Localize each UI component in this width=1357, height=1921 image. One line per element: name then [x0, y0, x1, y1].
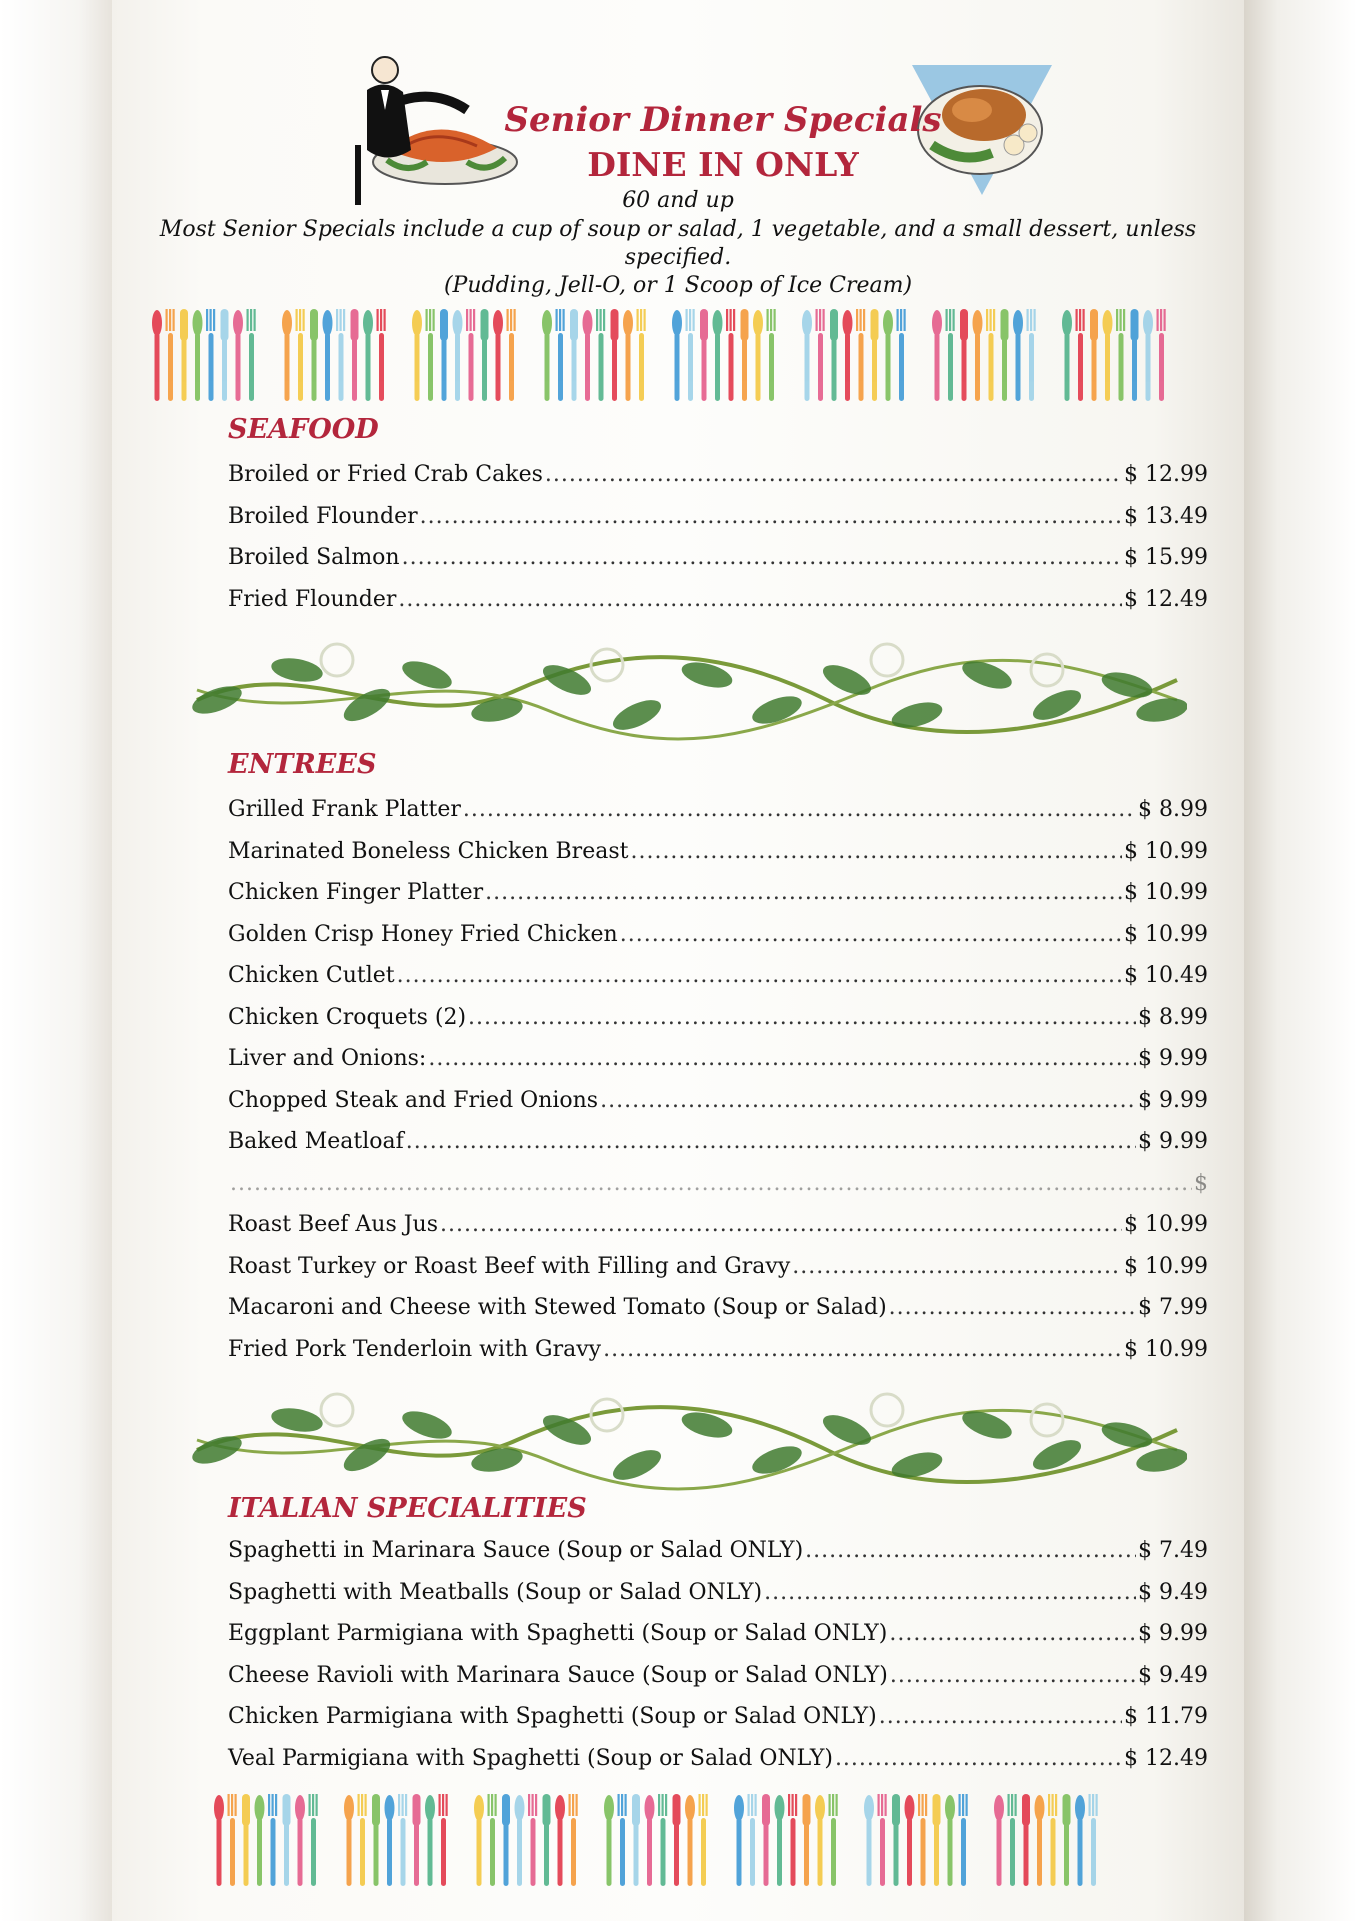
- menu-item-price: $ 9.99: [1138, 1129, 1208, 1154]
- dot-leader: [420, 504, 1122, 529]
- age-note: 60 and up: [622, 188, 734, 213]
- dot-leader: [440, 1212, 1122, 1237]
- menu-item-price: $ 13.49: [1124, 503, 1208, 529]
- menu-item-price: $ 10.99: [1124, 838, 1208, 864]
- dot-leader: [545, 462, 1122, 487]
- dot-leader: [397, 963, 1122, 988]
- vine-leaves-divider-icon: [187, 630, 1187, 760]
- menu-subtitle: DINE IN ONLY: [587, 145, 859, 184]
- dot-leader: [398, 587, 1122, 612]
- italian-list: [228, 1538, 1208, 1787]
- cutlery-pattern-icon: [928, 305, 1040, 405]
- menu-item-price: $ 7.49: [1138, 1538, 1208, 1563]
- dot-leader: [764, 1580, 1136, 1605]
- vine-leaves-divider-icon: [187, 1380, 1187, 1510]
- menu-item-price: $ 12.49: [1124, 586, 1208, 612]
- menu-item-price: $ 10.99: [1124, 1336, 1208, 1362]
- menu-item: [228, 1295, 1208, 1337]
- menu-item: [228, 839, 1208, 881]
- menu-item: [228, 963, 1208, 1005]
- seafood-list: [228, 462, 1208, 628]
- menu-item-name: Spaghetti with Meatballs (Soup or Salad ONLY): [228, 1579, 763, 1605]
- menu-item: [228, 922, 1208, 964]
- cutlery-pattern-icon: [408, 305, 520, 405]
- menu-item-name: Roast Beef Aus Jus: [228, 1212, 439, 1237]
- menu-item: [228, 1088, 1208, 1130]
- menu-item-name: Broiled Flounder: [228, 503, 418, 529]
- dot-leader: [792, 1254, 1122, 1279]
- dot-leader: [600, 1088, 1136, 1113]
- cutlery-pattern-icon: [1058, 305, 1170, 405]
- cutlery-pattern-icon: [278, 305, 390, 405]
- menu-item-price: $ 8.99: [1138, 797, 1208, 822]
- entrees-list: [228, 797, 1208, 1378]
- menu-item-name: Marinated Boneless Chicken Breast: [228, 838, 629, 864]
- menu-item-price: $ 10.99: [1124, 921, 1208, 947]
- menu-item-name: Grilled Frank Platter: [228, 797, 461, 822]
- menu-item: [228, 1212, 1208, 1254]
- menu-item-name: Chicken Parmigiana with Spaghetti (Soup or Salad ONLY): [228, 1704, 877, 1729]
- cutlery-pattern-icon: [600, 1790, 712, 1890]
- page-left-margin: [0, 0, 112, 1921]
- menu-item-price: $ 10.49: [1124, 963, 1208, 988]
- menu-item-name: Eggplant Parmigiana with Spaghetti (Soup or Salad ONLY): [228, 1621, 888, 1646]
- menu-item-price: $ 10.99: [1124, 1253, 1208, 1279]
- description-line-2: specified.: [624, 245, 732, 270]
- menu-item-price: $ 8.99: [1138, 1004, 1208, 1030]
- cutlery-pattern-icon: [860, 1790, 972, 1890]
- page-right-margin: [1244, 0, 1357, 1921]
- menu-item: [228, 504, 1208, 546]
- cutlery-border-top: [148, 305, 1170, 405]
- menu-item-price: $ 10.99: [1124, 1212, 1208, 1237]
- menu-item: [228, 1005, 1208, 1047]
- dot-leader: [620, 922, 1122, 947]
- menu-item-price: $ 15.99: [1124, 545, 1208, 570]
- dot-leader: [428, 1046, 1136, 1071]
- menu-item-name: Broiled Salmon: [228, 545, 400, 570]
- dessert-note: (Pudding, Jell-O, or 1 Scoop of Ice Cream): [443, 273, 913, 298]
- dot-leader: [485, 880, 1122, 905]
- menu-item-name: Cheese Ravioli with Marinara Sauce (Soup or Salad ONLY): [228, 1662, 888, 1688]
- menu-item: [228, 1746, 1208, 1788]
- menu-item: [228, 462, 1208, 504]
- dot-leader: [463, 797, 1136, 822]
- menu-item: [228, 1254, 1208, 1296]
- menu-item-name: Chopped Steak and Fried Onions: [228, 1087, 599, 1113]
- cutlery-pattern-icon: [798, 305, 910, 405]
- menu-item-price: $ 12.49: [1124, 1745, 1208, 1771]
- menu-item-name: Fried Pork Tenderloin with Gravy: [228, 1336, 602, 1362]
- entrees-heading: ENTREES: [228, 749, 377, 780]
- cutlery-pattern-icon: [668, 305, 780, 405]
- menu-item-price: $ 9.99: [1138, 1621, 1208, 1646]
- menu-item: [228, 1046, 1208, 1088]
- dot-leader: [890, 1663, 1136, 1688]
- dot-leader: [835, 1746, 1122, 1771]
- menu-item-name: Veal Parmigiana with Spaghetti (Soup or Salad ONLY): [228, 1745, 833, 1771]
- cutlery-pattern-icon: [210, 1790, 322, 1890]
- cutlery-pattern-icon: [340, 1790, 452, 1890]
- menu-item: [228, 1580, 1208, 1622]
- cutlery-border-bottom: [210, 1790, 1102, 1890]
- menu-item: [228, 587, 1208, 629]
- menu-item-name: Roast Turkey or Roast Beef with Filling and Gravy: [228, 1253, 791, 1279]
- dot-leader: [889, 1621, 1136, 1646]
- menu-item-name: Macaroni and Cheese with Stewed Tomato (Soup or Salad): [228, 1295, 887, 1320]
- dot-leader: [889, 1295, 1136, 1320]
- menu-item-price: $ 9.49: [1138, 1662, 1208, 1688]
- menu-item-name: Liver and Onions:: [228, 1046, 427, 1071]
- dot-leader: [402, 545, 1122, 570]
- menu-item-price: $ 9.99: [1138, 1087, 1208, 1113]
- dot-leader: [630, 839, 1122, 864]
- menu-item: [228, 880, 1208, 922]
- cutlery-pattern-icon: [538, 305, 650, 405]
- menu-item: [228, 1171, 1208, 1213]
- menu-item-price: $: [1194, 1170, 1208, 1196]
- menu-item: [228, 1129, 1208, 1171]
- menu-item-name: Chicken Finger Platter: [228, 880, 484, 905]
- menu-item-name: Chicken Cutlet: [228, 963, 395, 988]
- menu-item-price: $ 11.79: [1124, 1704, 1208, 1729]
- cutlery-pattern-icon: [990, 1790, 1102, 1890]
- menu-item: [228, 1337, 1208, 1379]
- menu-item-name: Spaghetti in Marinara Sauce (Soup or Salad ONLY): [228, 1538, 804, 1563]
- cutlery-pattern-icon: [730, 1790, 842, 1890]
- menu-item: [228, 1538, 1208, 1580]
- menu-item-price: $ 9.49: [1138, 1579, 1208, 1605]
- menu-item-price: $ 10.99: [1124, 880, 1208, 905]
- menu-item-name: Golden Crisp Honey Fried Chicken: [228, 921, 618, 947]
- menu-item: [228, 1663, 1208, 1705]
- dot-leader: [230, 1171, 1192, 1196]
- menu-item: [228, 797, 1208, 839]
- menu-item-price: $ 7.99: [1138, 1295, 1208, 1320]
- menu-item: [228, 1621, 1208, 1663]
- menu-item-price: $ 12.99: [1124, 462, 1208, 487]
- menu-page: [112, 0, 1244, 1921]
- menu-item-price: $ 9.99: [1138, 1046, 1208, 1071]
- menu-item-name: Baked Meatloaf: [228, 1129, 404, 1154]
- menu-item-name: Fried Flounder: [228, 586, 397, 612]
- dot-leader: [468, 1005, 1136, 1030]
- dot-leader: [879, 1704, 1122, 1729]
- menu-title: Senior Dinner Specials: [504, 100, 942, 140]
- description-line-1: Most Senior Specials include a cup of soup or salad, 1 vegetable, and a small dessert, unless: [159, 217, 1197, 242]
- seafood-heading: SEAFOOD: [228, 414, 379, 445]
- cutlery-pattern-icon: [470, 1790, 582, 1890]
- dot-leader: [805, 1538, 1136, 1563]
- menu-item: [228, 545, 1208, 587]
- menu-item-name: Broiled or Fried Crab Cakes: [228, 462, 543, 487]
- dot-leader: [406, 1129, 1136, 1154]
- menu-item: [228, 1704, 1208, 1746]
- italian-heading: ITALIAN SPECIALITIES: [228, 1493, 587, 1524]
- dot-leader: [603, 1337, 1122, 1362]
- menu-item-name: Chicken Croquets (2): [228, 1004, 467, 1030]
- cutlery-pattern-icon: [148, 305, 260, 405]
